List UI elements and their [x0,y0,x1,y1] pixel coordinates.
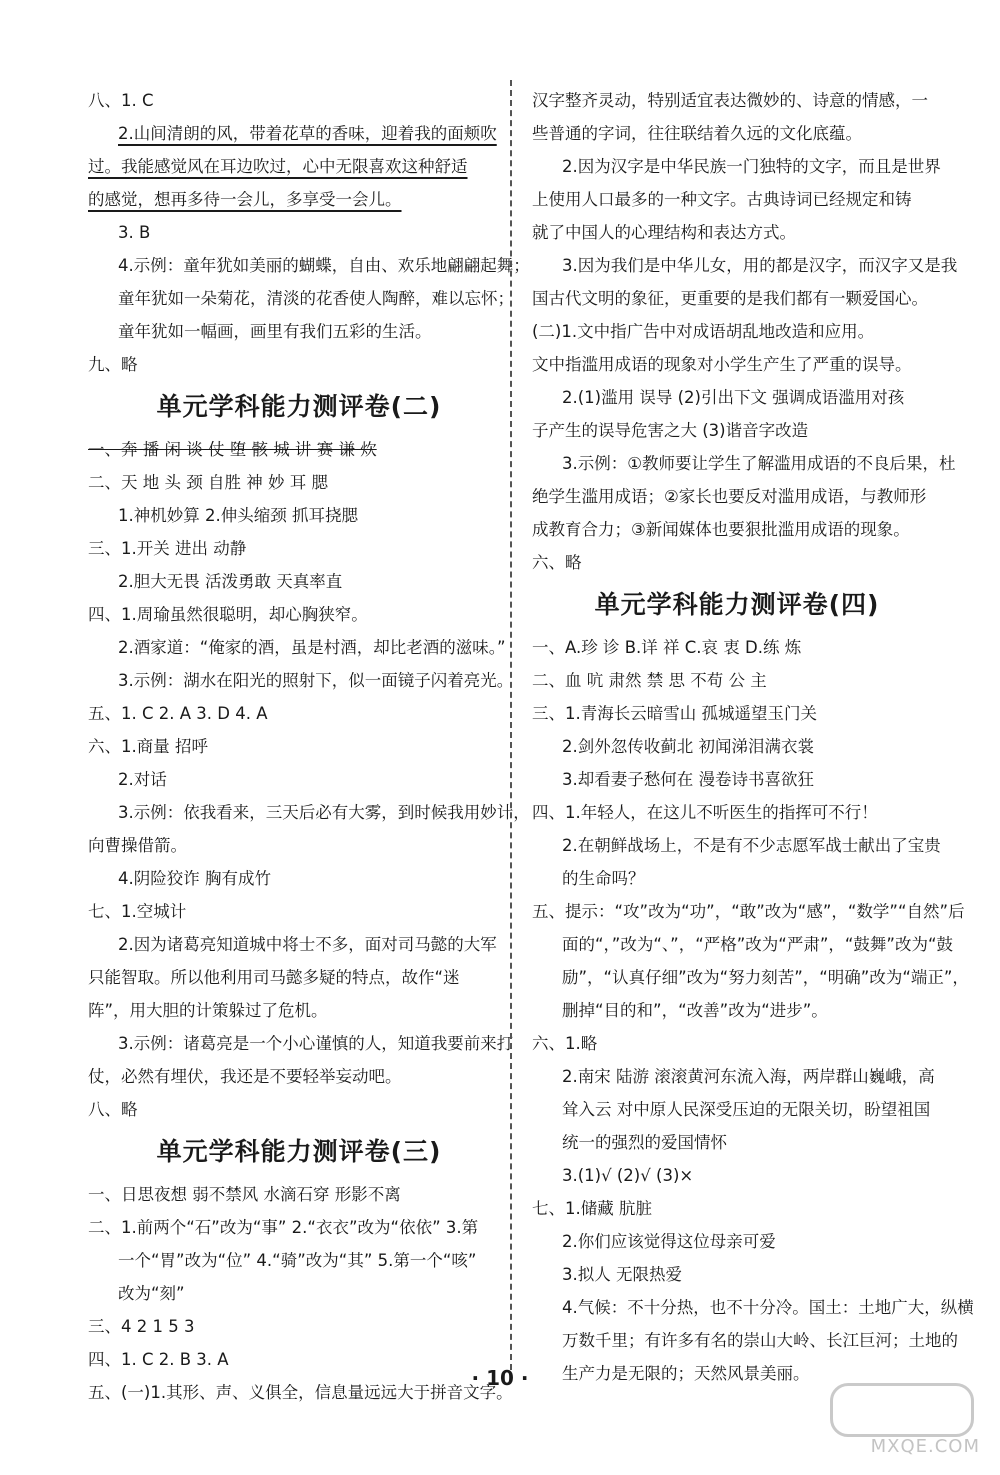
watermark-text: MXQE.COM [870,1436,980,1457]
answer-text: 八、1. C [88,91,154,110]
answer-line [88,796,530,829]
answer-line [88,150,510,183]
answer-text: 2.南宋 陆游 滚滚黄河东流入海，两岸群山巍峨，高 [562,1067,935,1086]
page-number: · 10 · [471,1366,529,1390]
answer-text: 3.示例：湖水在阳光的照射下，似一面镜子闪着亮光。 [118,671,514,690]
answer-line [532,829,942,862]
answer-text: 六、1.商量 招呼 [88,737,208,756]
answer-text: 汉字整齐灵动，特别适宜表达微妙的、诗意的情感，一 [532,91,928,110]
answer-text: 文中指滥用成语的现象对小学生产生了严重的误导。 [532,355,912,374]
answer-line [532,282,942,315]
answer-line [532,348,942,381]
answer-line [88,433,510,466]
answer-line [532,730,942,763]
section-title: 单元学科能力测评卷(四) [594,590,880,619]
answer-line [532,1324,958,1357]
answer-text: 七、1.储藏 肮脏 [532,1199,652,1218]
answer-text: 九、略 [88,355,138,374]
answer-line [532,664,942,697]
answer-text: 童年犹如一幅画，画里有我们五彩的生活。 [118,322,432,341]
answer-line [88,1178,510,1211]
answer-line [88,730,510,763]
answer-text: 就了中国人的心理结构和表达方式。 [532,223,796,242]
answer-text: 2.酒家道：“俺家的酒，虽是村酒，却比老酒的滋味。” [118,638,506,657]
answer-text: 3.却看妻子愁何在 漫卷诗书喜欲狂 [562,770,814,789]
answer-line [88,697,510,730]
answer-line [532,447,956,480]
answer-line [88,216,510,249]
answer-text: 三、1.开关 进出 动静 [88,539,247,558]
answer-text: 1.神机妙算 2.伸头缩颈 抓耳挠腮 [118,506,358,525]
answer-text: 一、奔 播 闲 谈 仗 堕 骸 城 讲 赛 谦 炊 [88,440,377,459]
answer-text: 四、1.年轻人，在这儿不听医生的指挥可不行！ [532,803,878,822]
answer-text: 3.示例：①教师要让学生了解滥用成语的不良后果，杜 [562,454,956,473]
answer-text: 耸入云 对中原人民深受压迫的无限关切，盼望祖国 [562,1100,931,1119]
answer-line [532,84,942,117]
answer-text: 3.(1)√ (2)√ (3)× [562,1166,694,1185]
answer-line [532,513,942,546]
answer-text: 二、天 地 头 颈 自胜 神 妙 耳 腮 [88,473,328,492]
answer-line [88,1211,510,1244]
answer-text: 五、1. C 2. A 3. D 4. A [88,704,268,723]
answer-line [88,862,510,895]
answer-text: 二、1.前两个“石”改为“事” 2.“衣衣”改为“依依” 3.第 [88,1218,479,1237]
answer-text: 只能智取。所以他利用司马懿多疑的特点，故作“迷 [88,968,460,987]
answer-text: 子产生的误导危害之大 (3)谐音字改造 [532,421,809,440]
answer-line [88,895,510,928]
answer-text: 国古代文明的象征，更重要的是我们都有一颗爱国心。 [532,289,928,308]
answer-line [532,249,958,282]
answer-text: 童年犹如一朵菊花，清淡的花香使人陶醉，难以忘怀； [118,289,514,308]
answer-text: 成教育合力；③新闻媒体也要狠批滥用成语的现象。 [532,520,910,539]
answer-line [88,763,510,796]
answer-line [532,928,954,961]
answer-line [532,1060,942,1093]
answer-text: 改为“刻” [118,1284,185,1303]
answer-line [532,994,942,1027]
answer-text: 删掉“目的和”，“改善”改为“进步”。 [562,1001,828,1020]
answer-line [532,1291,974,1324]
answer-line [532,216,942,249]
answer-line [88,829,510,862]
answer-line [532,1192,942,1225]
answer-text: 2.在朝鲜战场上，不是有不少志愿军战士献出了宝贵 [562,836,941,855]
section-title: 单元学科能力测评卷(二) [156,392,442,421]
answer-text: 一、日思夜想 弱不禁风 水滴石穿 形影不离 [88,1185,401,1204]
answer-line [88,565,510,598]
answer-line [88,315,510,348]
answer-line [532,150,942,183]
answer-text: 励”，“认真仔细”改为“努力刻苦”，“明确”改为“端正”， [562,968,969,987]
answer-text: 3.示例：诸葛亮是一个小心谨慎的人，知道我要前来打 [118,1034,514,1053]
answer-line [88,1277,510,1310]
answer-text: 五、(一)1.其形、声、义俱全，信息量远远大于拼音文字。 [88,1383,513,1402]
answer-text: 面的“，”改为“、”，“严格”改为“严肃”，“鼓舞”改为“鼓 [562,935,954,954]
answer-text: 2.胆大无畏 活泼勇敢 天真率直 [118,572,343,591]
answer-text: 五、提示：“攻”改为“功”，“敢”改为“感”，“数学”“自然”后 [532,902,965,921]
answer-line [532,895,965,928]
answer-line [532,1159,942,1192]
answer-text: 阵”，用大胆的计策躲过了危机。 [88,1001,328,1020]
answer-text: 六、1.略 [532,1034,598,1053]
answer-text: 2.因为汉字是中华民族一门独特的文字，而且是世界 [562,157,941,176]
answer-line [88,1027,514,1060]
answer-line [532,961,969,994]
answer-line [532,1225,942,1258]
answer-text: 七、1.空城计 [88,902,187,921]
answer-text: 3.拟人 无限热爱 [562,1265,682,1284]
answer-text: 三、1.青海长云暗雪山 孤城遥望玉门关 [532,704,817,723]
answer-text: 六、略 [532,553,582,572]
answer-text: 4.阴险狡诈 胸有成竹 [118,869,271,888]
answer-line [532,315,942,348]
answer-line [88,466,510,499]
answer-line [88,249,530,282]
answer-line [532,1126,942,1159]
answer-text: 3.示例：依我看来，三天后必有大雾，到时候我用妙计， [118,803,530,822]
answer-text: 些普通的字词，往往联结着久远的文化底蕴。 [532,124,862,143]
answer-text: 统一的强烈的爱国情怀 [562,1133,727,1152]
answer-line [88,348,510,381]
answer-line [88,117,510,150]
answer-text: 2.山间清朗的风，带着花草的香味，迎着我的面颊吹 [118,124,497,143]
answer-line [532,1093,942,1126]
answer-line [532,796,942,829]
answer-text: 的生命吗？ [562,869,645,888]
watermark-logo [830,1383,980,1457]
answer-line [88,598,510,631]
answer-line [532,381,942,414]
answer-line [532,1258,942,1291]
answer-text: 四、1.周瑜虽然很聪明，却心胸狭窄。 [88,605,368,624]
answer-text: 上使用人口最多的一种文字。古典诗词已经规定和铸 [532,190,912,209]
answer-line [532,117,942,150]
answer-text: 绝学生滥用成语；②家长也要反对滥用成语，与教师形 [532,487,927,506]
answer-line [532,1027,942,1060]
right-column [532,84,974,1390]
answer-line [532,546,942,579]
column-divider [510,80,512,1380]
answer-line [88,532,510,565]
answer-line [532,183,942,216]
answer-line [88,994,510,1027]
left-column [88,84,530,1409]
answer-line [532,631,942,664]
answer-line [88,928,510,961]
answer-text: 4.气候：不十分热，也不十分冷。国土：土地广大，纵横 [562,1298,974,1317]
answer-text: 仗，必然有埋伏，我还是不要轻举妄动吧。 [88,1067,402,1086]
answer-line [88,961,510,994]
answer-text: 生产力是无限的；天然风景美丽。 [562,1364,810,1383]
answer-line [532,480,942,513]
answer-text: 3.因为我们是中华儿女，用的都是汉字，而汉字又是我 [562,256,958,275]
answer-text: 的感觉，想再多待一会儿，多享受一会儿。 [88,190,402,209]
answer-text: (二)1.文中指广告中对成语胡乱地改造和应用。 [532,322,875,341]
answer-text: 万数千里；有许多有名的崇山大岭、长江巨河；土地的 [562,1331,958,1350]
answer-text: 四、1. C 2. B 3. A [88,1350,229,1369]
answer-line [88,1310,510,1343]
answer-line [532,862,942,895]
answer-text: 一个“胃”改为“位” 4.“骑”改为“其” 5.第一个“咳” [118,1251,477,1270]
answer-text: 2.(1)滥用 误导 (2)引出下文 强调成语滥用对孩 [562,388,905,407]
answer-text: 向曹操借箭。 [88,836,187,855]
answer-text: 八、略 [88,1100,138,1119]
answer-text: 过。我能感觉风在耳边吹过，心中无限喜欢这种舒适 [88,157,468,176]
answer-line [532,414,942,447]
answer-text: 4.示例：童年犹如美丽的蝴蝶，自由、欢乐地翩翩起舞； [118,256,530,275]
answer-line [88,499,510,532]
answer-text: 3. B [118,223,151,242]
answer-text: 2.剑外忽传收蓟北 初闻涕泪满衣裳 [562,737,814,756]
answer-text: 二、血 吭 肃然 禁 思 不苟 公 主 [532,671,767,690]
answer-text: 2.对话 [118,770,167,789]
watermark-badge [830,1383,974,1437]
answer-line [88,84,510,117]
answer-line [88,631,510,664]
answer-text: 2.因为诸葛亮知道城中将士不多，面对司马懿的大军 [118,935,497,954]
answer-line [88,1060,510,1093]
answer-text: 一、A.珍 诊 B.详 祥 C.哀 衷 D.练 炼 [532,638,802,657]
answer-text: 三、4 2 1 5 3 [88,1317,195,1336]
answer-text: 2.你们应该觉得这位母亲可爱 [562,1232,776,1251]
answer-line [88,282,514,315]
section-title: 单元学科能力测评卷(三) [156,1137,442,1166]
answer-line [88,1244,510,1277]
answer-line [88,664,514,697]
answer-line [532,763,942,796]
answer-line [532,697,942,730]
answer-line [88,183,510,216]
answer-line [88,1093,510,1126]
